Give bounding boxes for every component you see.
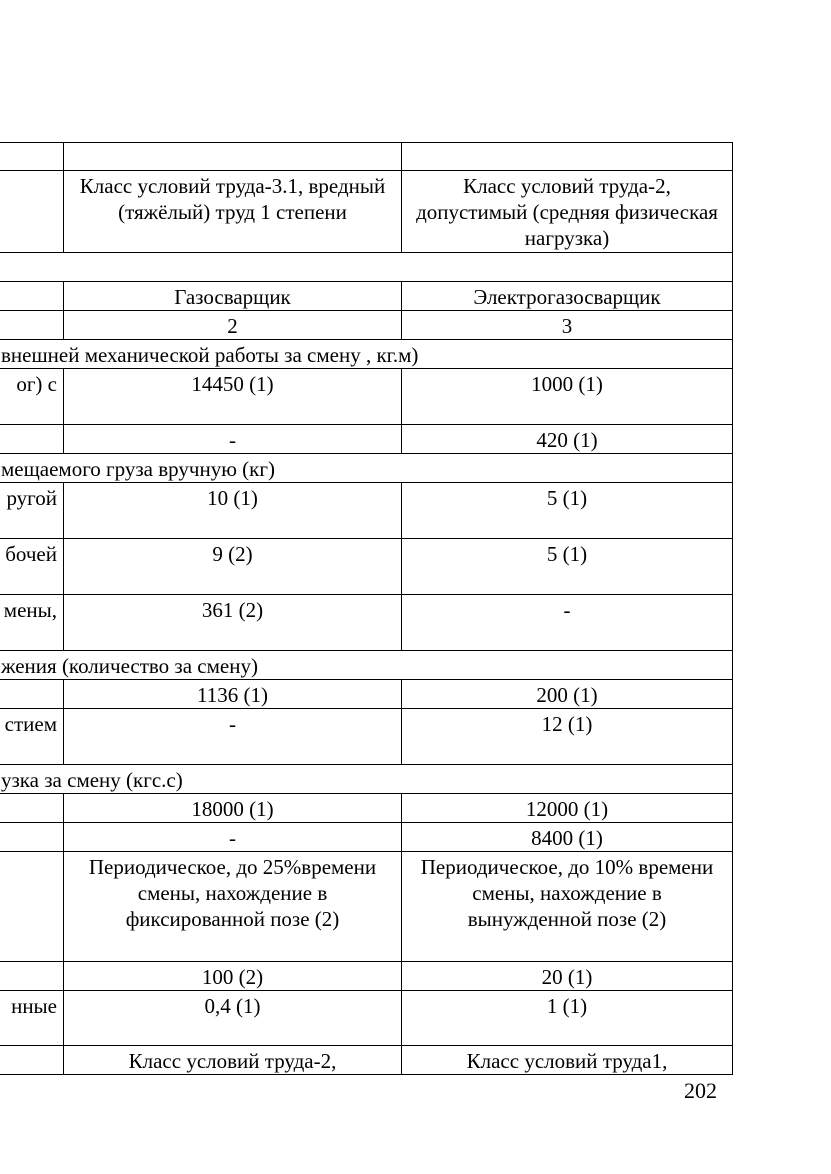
electric-gas-welder-cell: 200 (1) [402,680,733,709]
table-row [0,311,733,340]
row-label-cell [0,852,64,962]
table-row [0,171,733,253]
gas-welder-cell: 0,4 (1) [64,991,402,1046]
electric-gas-welder-cell: 12000 (1) [402,794,733,823]
gas-welder-cell: 1136 (1) [64,680,402,709]
electric-gas-welder-cell [402,143,733,171]
section-header-cell [0,253,733,282]
row-label-cell: нные [0,991,64,1046]
row-label-cell: мены, [0,595,64,651]
table-row [0,680,733,709]
gas-welder-cell: Периодическое, до 25%времени смены, нахождение в фиксированной позе (2) [64,852,402,962]
row-label-cell: ог) с [0,369,64,425]
gas-welder-cell: 14450 (1) [64,369,402,425]
row-label-cell [0,171,64,253]
table-row [0,425,733,454]
table-row [0,143,733,171]
gas-welder-cell: 18000 (1) [64,794,402,823]
table-row [0,991,733,1046]
electric-gas-welder-cell: - [402,595,733,651]
table-row [0,962,733,991]
gas-welder-cell: 100 (2) [64,962,402,991]
gas-welder-cell: Газосварщик [64,282,402,311]
table-row [0,483,733,539]
electric-gas-welder-cell: 8400 (1) [402,823,733,852]
section-header-row [0,340,733,369]
section-header-row [0,765,733,794]
table-row [0,794,733,823]
gas-welder-cell: Класс условий труда-2, [64,1046,402,1075]
row-label-cell: бочей [0,539,64,595]
gas-welder-cell: 9 (2) [64,539,402,595]
row-label-cell [0,311,64,340]
row-label-cell [0,282,64,311]
row-label-cell [0,680,64,709]
gas-welder-cell: 10 (1) [64,483,402,539]
gas-welder-cell [64,143,402,171]
row-label-cell [0,1046,64,1075]
electric-gas-welder-cell: 20 (1) [402,962,733,991]
section-header-cell: узка за смену (кгс.с) [0,765,733,794]
electric-gas-welder-cell: 420 (1) [402,425,733,454]
table-row [0,595,733,651]
row-label-cell: стием [0,709,64,765]
row-label-cell [0,425,64,454]
row-label-cell [0,823,64,852]
electric-gas-welder-cell: Класс условий труда1, [402,1046,733,1075]
table-row [0,282,733,311]
electric-gas-welder-cell: Класс условий труда-2, допустимый (средняя физическая нагрузка) [402,171,733,253]
table-row [0,539,733,595]
row-label-cell [0,143,64,171]
section-header-cell: внешней механической работы за смену , кг.м) [0,340,733,369]
gas-welder-cell: Класс условий труда-3.1, вредный (тяжёлый) труд 1 степени [64,171,402,253]
table-body [0,143,733,1075]
section-header-row [0,651,733,680]
table-row [0,709,733,765]
gas-welder-cell: 2 [64,311,402,340]
gas-welder-cell: 361 (2) [64,595,402,651]
gas-welder-cell: - [64,823,402,852]
table-row [0,369,733,425]
section-header-row [0,253,733,282]
electric-gas-welder-cell: 3 [402,311,733,340]
electric-gas-welder-cell: Электрогазосварщик [402,282,733,311]
row-label-cell: ругой [0,483,64,539]
page-number: 202 [684,1078,717,1103]
table-row [0,1046,733,1075]
row-label-cell [0,962,64,991]
row-label-cell [0,794,64,823]
electric-gas-welder-cell: 12 (1) [402,709,733,765]
table-row [0,852,733,962]
electric-gas-welder-cell: 5 (1) [402,539,733,595]
electric-gas-welder-cell: 1 (1) [402,991,733,1046]
electric-gas-welder-cell: 1000 (1) [402,369,733,425]
section-header-cell: жения (количество за смену) [0,651,733,680]
table-row [0,823,733,852]
electric-gas-welder-cell: 5 (1) [402,483,733,539]
gas-welder-cell: - [64,709,402,765]
gas-welder-cell: - [64,425,402,454]
electric-gas-welder-cell: Периодическое, до 10% времени смены, нахождение в вынужденной позе (2) [402,852,733,962]
section-header-cell: мещаемого груза вручную (кг) [0,454,733,483]
section-header-row [0,454,733,483]
working-conditions-table [0,142,733,1075]
